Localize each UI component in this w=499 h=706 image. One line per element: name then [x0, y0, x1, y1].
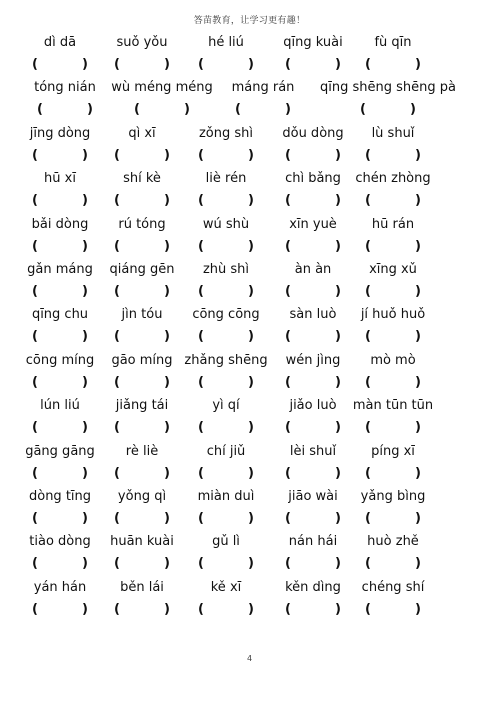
close-bracket: ) — [415, 284, 421, 299]
pinyin-text: jí huǒ huǒ — [360, 307, 426, 323]
open-bracket: ( — [235, 102, 241, 118]
pinyin-text: yǎng bìng — [360, 489, 426, 504]
open-bracket: ( — [365, 238, 371, 254]
pinyin-text: qīng shēng shēng pà — [320, 80, 456, 96]
close-bracket: ) — [248, 238, 254, 254]
answer-blank[interactable] — [114, 57, 170, 73]
answer-blank[interactable] — [114, 602, 170, 618]
open-bracket: ( — [360, 102, 366, 118]
close-bracket: ) — [335, 601, 341, 617]
pinyin-text: chí jiǔ — [206, 443, 246, 459]
open-bracket: ( — [365, 465, 371, 481]
open-bracket: ( — [285, 284, 291, 299]
pinyin-text: gāng gāng — [25, 443, 95, 459]
answer-blank[interactable] — [198, 284, 254, 300]
open-bracket: ( — [365, 601, 371, 617]
open-bracket: ( — [32, 238, 38, 254]
worksheet-row — [0, 444, 499, 488]
pinyin-text: cōng cōng — [192, 307, 260, 323]
answer-blank[interactable] — [114, 329, 170, 345]
close-bracket: ) — [164, 465, 170, 481]
close-bracket: ) — [335, 193, 341, 209]
answer-blank[interactable] — [32, 193, 88, 209]
pinyin-text: fù qīn — [374, 35, 412, 50]
close-bracket: ) — [410, 102, 416, 118]
answer-blank[interactable] — [365, 602, 421, 618]
close-bracket: ) — [415, 147, 421, 163]
pinyin-text: jiǎng tái — [115, 398, 169, 414]
open-bracket: ( — [365, 420, 371, 436]
close-bracket: ) — [335, 238, 341, 254]
pinyin-text: huān kuài — [110, 534, 174, 550]
open-bracket: ( — [198, 238, 204, 254]
answer-blank[interactable] — [285, 329, 341, 345]
pinyin-text: hū rán — [371, 216, 415, 232]
open-bracket: ( — [285, 420, 291, 436]
close-bracket: ) — [248, 556, 254, 572]
open-bracket: ( — [114, 238, 120, 254]
close-bracket: ) — [415, 601, 421, 617]
answer-blank[interactable] — [32, 556, 88, 572]
answer-blank[interactable] — [198, 556, 254, 572]
close-bracket: ) — [164, 284, 170, 299]
close-bracket: ) — [248, 57, 254, 72]
worksheet-row — [0, 398, 499, 442]
open-bracket: ( — [198, 329, 204, 345]
answer-blank[interactable] — [285, 466, 341, 482]
open-bracket: ( — [285, 147, 291, 163]
answer-blank[interactable] — [198, 148, 254, 164]
pinyin-text: jīng dòng — [29, 125, 91, 141]
answer-blank[interactable] — [285, 239, 341, 255]
answer-blank[interactable] — [114, 193, 170, 209]
pinyin-text: shí kè — [123, 171, 161, 187]
open-bracket: ( — [32, 329, 38, 345]
close-bracket: ) — [335, 284, 341, 299]
close-bracket: ) — [87, 102, 93, 118]
pinyin-text: dì dā — [43, 35, 77, 50]
close-bracket: ) — [415, 465, 421, 481]
pinyin-text: bǎi dòng — [31, 216, 89, 232]
open-bracket: ( — [114, 601, 120, 617]
pinyin-text: jiǎo luò — [289, 398, 337, 414]
close-bracket: ) — [415, 57, 421, 72]
close-bracket: ) — [82, 556, 88, 572]
close-bracket: ) — [82, 511, 88, 526]
answer-blank[interactable] — [285, 284, 341, 300]
close-bracket: ) — [164, 556, 170, 572]
answer-blank[interactable] — [360, 102, 416, 118]
open-bracket: ( — [114, 511, 120, 526]
close-bracket: ) — [82, 465, 88, 481]
pinyin-text: lún liú — [40, 398, 80, 414]
answer-blank[interactable] — [37, 102, 93, 118]
pinyin-text: àn àn — [294, 262, 332, 277]
open-bracket: ( — [114, 420, 120, 436]
pinyin-text: jìn tóu — [121, 307, 163, 323]
pinyin-text: dǒu dòng — [282, 125, 344, 141]
open-bracket: ( — [32, 601, 38, 617]
pinyin-text: wù méng méng — [111, 80, 213, 96]
open-bracket: ( — [114, 556, 120, 572]
answer-blank[interactable] — [365, 420, 421, 436]
answer-blank[interactable] — [365, 193, 421, 209]
pinyin-text: sàn luò — [289, 307, 337, 323]
close-bracket: ) — [82, 374, 88, 390]
answer-blank[interactable] — [32, 148, 88, 164]
open-bracket: ( — [37, 102, 43, 118]
worksheet-row — [0, 126, 499, 170]
close-bracket: ) — [164, 511, 170, 526]
open-bracket: ( — [285, 601, 291, 617]
open-bracket: ( — [198, 284, 204, 299]
close-bracket: ) — [415, 193, 421, 209]
pinyin-text: máng rán — [231, 80, 295, 96]
close-bracket: ) — [335, 57, 341, 72]
close-bracket: ) — [415, 238, 421, 254]
close-bracket: ) — [164, 193, 170, 209]
close-bracket: ) — [248, 329, 254, 345]
close-bracket: ) — [335, 420, 341, 436]
pinyin-text: běn lái — [120, 579, 164, 595]
close-bracket: ) — [82, 601, 88, 617]
answer-blank[interactable] — [285, 57, 341, 73]
close-bracket: ) — [82, 57, 88, 72]
answer-blank[interactable] — [285, 148, 341, 164]
answer-blank[interactable] — [114, 239, 170, 255]
answer-blank[interactable] — [32, 466, 88, 482]
open-bracket: ( — [134, 102, 140, 118]
close-bracket: ) — [248, 147, 254, 163]
open-bracket: ( — [365, 193, 371, 209]
close-bracket: ) — [184, 102, 190, 118]
answer-blank[interactable] — [365, 329, 421, 345]
pinyin-text: huò zhě — [367, 534, 419, 550]
answer-blank[interactable] — [365, 511, 421, 527]
answer-blank[interactable] — [198, 420, 254, 436]
pinyin-text: wú shù — [202, 216, 250, 232]
close-bracket: ) — [248, 193, 254, 209]
open-bracket: ( — [285, 556, 291, 572]
pinyin-text: yǒng qì — [117, 489, 167, 504]
pinyin-text: gǔ lì — [212, 534, 240, 550]
pinyin-text: wén jìng — [285, 352, 341, 368]
open-bracket: ( — [285, 329, 291, 345]
page-header: 答苗教育，让学习更有趣！ — [193, 16, 306, 26]
pinyin-text: zhǎng shēng — [184, 352, 268, 368]
answer-blank[interactable] — [134, 102, 190, 118]
pinyin-text: yán hán — [33, 579, 87, 595]
open-bracket: ( — [198, 465, 204, 481]
answer-blank[interactable] — [114, 511, 170, 527]
pinyin-text: zǒng shì — [198, 125, 254, 141]
close-bracket: ) — [82, 284, 88, 299]
answer-blank[interactable] — [365, 284, 421, 300]
open-bracket: ( — [365, 57, 371, 72]
pinyin-text: kě xī — [210, 579, 242, 595]
open-bracket: ( — [32, 556, 38, 572]
open-bracket: ( — [198, 556, 204, 572]
pinyin-text: suǒ yǒu — [116, 35, 168, 50]
page-number: 4 — [246, 654, 253, 663]
close-bracket: ) — [335, 147, 341, 163]
answer-blank[interactable] — [32, 375, 88, 391]
worksheet-row — [0, 353, 499, 397]
open-bracket: ( — [32, 465, 38, 481]
close-bracket: ) — [415, 374, 421, 390]
open-bracket: ( — [32, 374, 38, 390]
worksheet-row — [0, 35, 499, 79]
answer-blank[interactable] — [285, 193, 341, 209]
worksheet-row — [0, 171, 499, 215]
open-bracket: ( — [198, 420, 204, 436]
pinyin-text: hū xī — [44, 171, 76, 187]
answer-blank[interactable] — [198, 511, 254, 527]
worksheet-row — [0, 580, 499, 624]
close-bracket: ) — [248, 374, 254, 390]
pinyin-text: tóng nián — [34, 80, 96, 96]
answer-blank[interactable] — [198, 375, 254, 391]
pinyin-text: xīng xǔ — [369, 262, 417, 277]
answer-blank[interactable] — [114, 284, 170, 300]
close-bracket: ) — [248, 420, 254, 436]
pinyin-text: chén zhòng — [355, 171, 431, 187]
answer-blank[interactable] — [285, 420, 341, 436]
pinyin-text: lù shuǐ — [371, 125, 415, 141]
close-bracket: ) — [82, 193, 88, 209]
answer-blank[interactable] — [365, 556, 421, 572]
answer-blank[interactable] — [114, 556, 170, 572]
answer-blank[interactable] — [365, 148, 421, 164]
answer-blank[interactable] — [365, 239, 421, 255]
open-bracket: ( — [114, 284, 120, 299]
open-bracket: ( — [198, 601, 204, 617]
close-bracket: ) — [248, 284, 254, 299]
pinyin-text: màn tūn tūn — [352, 398, 434, 414]
open-bracket: ( — [285, 511, 291, 526]
answer-blank[interactable] — [114, 466, 170, 482]
close-bracket: ) — [335, 556, 341, 572]
close-bracket: ) — [164, 238, 170, 254]
answer-blank[interactable] — [365, 375, 421, 391]
pinyin-text: yì qí — [212, 398, 240, 414]
answer-blank[interactable] — [198, 239, 254, 255]
close-bracket: ) — [164, 420, 170, 436]
close-bracket: ) — [415, 329, 421, 345]
close-bracket: ) — [248, 511, 254, 526]
open-bracket: ( — [285, 374, 291, 390]
close-bracket: ) — [82, 238, 88, 254]
open-bracket: ( — [114, 57, 120, 72]
pinyin-text: cōng míng — [25, 352, 95, 368]
pinyin-text: chì bǎng — [285, 171, 341, 187]
pinyin-text: xīn yuè — [289, 216, 337, 232]
answer-blank[interactable] — [32, 511, 88, 527]
answer-blank[interactable] — [365, 57, 421, 73]
open-bracket: ( — [365, 556, 371, 572]
answer-blank[interactable] — [198, 602, 254, 618]
answer-blank[interactable] — [32, 57, 88, 73]
worksheet-row — [0, 262, 499, 306]
answer-blank[interactable] — [235, 102, 291, 118]
answer-blank[interactable] — [198, 193, 254, 209]
pinyin-text: miàn duì — [197, 489, 255, 504]
answer-blank[interactable] — [285, 375, 341, 391]
close-bracket: ) — [164, 147, 170, 163]
answer-blank[interactable] — [285, 602, 341, 618]
answer-blank[interactable] — [285, 511, 341, 527]
answer-blank[interactable] — [365, 466, 421, 482]
open-bracket: ( — [285, 465, 291, 481]
open-bracket: ( — [365, 511, 371, 526]
open-bracket: ( — [285, 193, 291, 209]
pinyin-text: nán hái — [288, 534, 338, 550]
answer-blank[interactable] — [32, 329, 88, 345]
close-bracket: ) — [335, 374, 341, 390]
answer-blank[interactable] — [198, 466, 254, 482]
close-bracket: ) — [164, 329, 170, 345]
worksheet-row — [0, 217, 499, 261]
pinyin-text: rú tóng — [118, 216, 166, 232]
open-bracket: ( — [365, 329, 371, 345]
pinyin-text: dòng tīng — [28, 489, 92, 504]
answer-blank[interactable] — [198, 329, 254, 345]
answer-blank[interactable] — [114, 375, 170, 391]
open-bracket: ( — [365, 374, 371, 390]
pinyin-text: rè liè — [125, 443, 159, 459]
open-bracket: ( — [32, 284, 38, 299]
close-bracket: ) — [415, 556, 421, 572]
pinyin-text: mò mò — [370, 352, 416, 368]
close-bracket: ) — [335, 329, 341, 345]
open-bracket: ( — [114, 465, 120, 481]
pinyin-text: tiào dòng — [29, 534, 91, 550]
answer-blank[interactable] — [32, 420, 88, 436]
pinyin-text: chéng shí — [361, 579, 425, 595]
pinyin-text: qīng kuài — [283, 35, 343, 50]
close-bracket: ) — [248, 465, 254, 481]
worksheet-row — [0, 80, 499, 124]
close-bracket: ) — [164, 374, 170, 390]
close-bracket: ) — [82, 329, 88, 345]
open-bracket: ( — [114, 193, 120, 209]
close-bracket: ) — [335, 511, 341, 526]
close-bracket: ) — [415, 420, 421, 436]
pinyin-text: jiāo wài — [288, 489, 338, 504]
pinyin-text: qì xī — [128, 125, 156, 141]
open-bracket: ( — [32, 193, 38, 209]
pinyin-text: zhù shì — [202, 262, 250, 277]
open-bracket: ( — [32, 511, 38, 526]
pinyin-text: qiáng gēn — [109, 262, 175, 277]
pinyin-text: hé liú — [208, 35, 244, 50]
close-bracket: ) — [164, 57, 170, 72]
worksheet-row — [0, 307, 499, 351]
close-bracket: ) — [82, 420, 88, 436]
answer-blank[interactable] — [32, 284, 88, 300]
open-bracket: ( — [285, 238, 291, 254]
open-bracket: ( — [198, 193, 204, 209]
close-bracket: ) — [82, 147, 88, 163]
open-bracket: ( — [365, 147, 371, 163]
answer-blank[interactable] — [32, 602, 88, 618]
pinyin-text: kěn dìng — [285, 579, 341, 595]
open-bracket: ( — [198, 511, 204, 526]
close-bracket: ) — [415, 511, 421, 526]
open-bracket: ( — [198, 57, 204, 72]
close-bracket: ) — [248, 601, 254, 617]
open-bracket: ( — [114, 374, 120, 390]
pinyin-text: píng xī — [371, 443, 415, 459]
open-bracket: ( — [32, 147, 38, 163]
close-bracket: ) — [164, 601, 170, 617]
open-bracket: ( — [285, 57, 291, 72]
close-bracket: ) — [335, 465, 341, 481]
open-bracket: ( — [32, 57, 38, 72]
open-bracket: ( — [114, 329, 120, 345]
open-bracket: ( — [198, 147, 204, 163]
worksheet-row — [0, 489, 499, 533]
pinyin-text: lèi shuǐ — [289, 443, 337, 459]
pinyin-text: qīng chu — [31, 307, 89, 323]
pinyin-text: liè rén — [205, 171, 247, 187]
pinyin-text: gāo míng — [111, 352, 173, 368]
open-bracket: ( — [198, 374, 204, 390]
close-bracket: ) — [285, 102, 291, 118]
answer-blank[interactable] — [114, 420, 170, 436]
open-bracket: ( — [365, 284, 371, 299]
answer-blank[interactable] — [285, 556, 341, 572]
open-bracket: ( — [114, 147, 120, 163]
answer-blank[interactable] — [198, 57, 254, 73]
answer-blank[interactable] — [32, 239, 88, 255]
answer-blank[interactable] — [114, 148, 170, 164]
worksheet-row — [0, 534, 499, 578]
pinyin-text: gǎn máng — [27, 262, 93, 277]
open-bracket: ( — [32, 420, 38, 436]
